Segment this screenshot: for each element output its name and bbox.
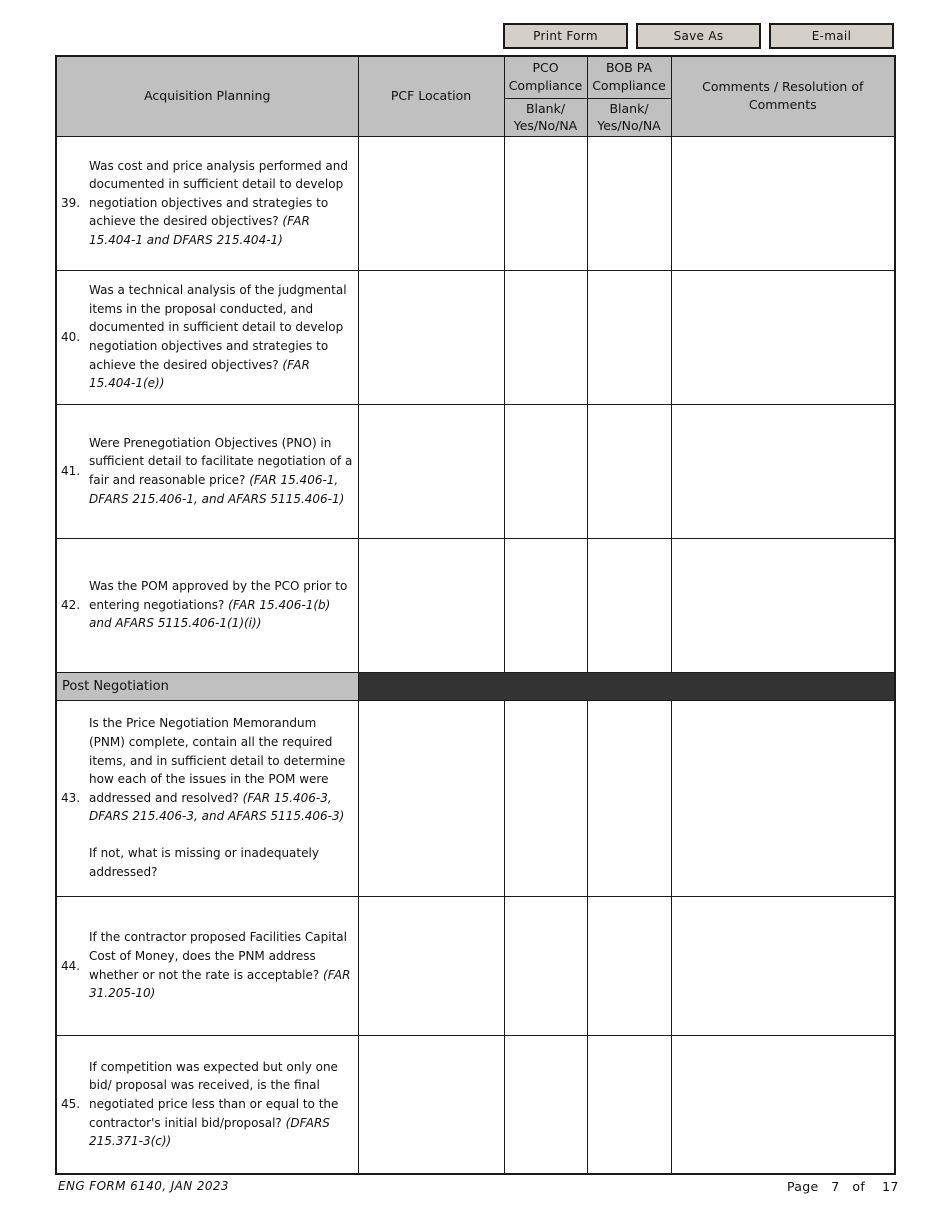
question-text: If competition was expected but only one bid/ proposal was received, is the final negotiated price less than or equal to the contractor's initial bid/proposal? (89, 1059, 339, 1130)
question-cell (56, 270, 358, 404)
question-text-block (89, 157, 355, 250)
pco-compliance-field[interactable] (504, 1035, 587, 1174)
page-indicator (787, 1179, 899, 1194)
page-total: 17 (882, 1179, 899, 1194)
header-bob-pa-compliance: BOB PA Compliance (587, 56, 671, 98)
question-text: Was the POM approved by the PCO prior to entering negotiations? (89, 579, 348, 612)
question-row (56, 270, 895, 404)
page-label: Page (787, 1179, 819, 1194)
regulation-reference: (FAR 15.406-1(b) and AFARS 5115.406-1(1)(i)) (89, 597, 331, 631)
regulation-reference: (FAR 15.404-1 and DFARS 215.404-1) (89, 214, 310, 247)
bob-pa-compliance-field[interactable] (587, 1035, 671, 1174)
pcf-location-field[interactable] (358, 896, 504, 1035)
pco-compliance-field[interactable] (504, 270, 587, 404)
pcf-location-field[interactable] (358, 538, 504, 672)
pco-compliance-field[interactable] (504, 538, 587, 672)
checklist-table (55, 55, 896, 1175)
question-cell (56, 136, 358, 270)
question-cell (56, 1035, 358, 1174)
question-text: Is the Price Negotiation Memorandum (PNM) complete, contain all the required items, and in sufficient detail to determine how each of the issues in the POM were addressed and resolved? (89, 716, 346, 805)
regulation-reference: (FAR 15.406-1, DFARS 215.406-1, and AFARS 5115.406-1) (89, 473, 345, 506)
question-text: Was a technical analysis of the judgmental items in the proposal conducted, and documented in sufficient detail to develop negotiation objectives and strategies to achieve the desired objectives? (89, 283, 347, 372)
question-number: 39. (61, 196, 81, 210)
bob-pa-compliance-field[interactable] (587, 136, 671, 270)
question-text: Was cost and price analysis performed and documented in sufficient detail to develop negotiation objectives and strategies to achieve the desired objectives? (89, 158, 349, 229)
question-number: 40. (61, 330, 81, 344)
question-number: 45. (61, 1097, 81, 1112)
header-bob-options: Blank/ Yes/No/NA (587, 98, 671, 136)
pco-compliance-field[interactable] (504, 896, 587, 1035)
question-text-block (89, 434, 355, 508)
question-cell (56, 538, 358, 672)
regulation-reference: (FAR 15.404-1(e)) (89, 357, 310, 391)
question-number: 44. (61, 958, 81, 973)
question-number: 41. (61, 464, 81, 478)
pcf-location-field[interactable] (358, 270, 504, 404)
comments-field[interactable] (671, 404, 895, 538)
section-label: Post Negotiation (56, 672, 358, 700)
question-row (56, 700, 895, 896)
comments-field[interactable] (671, 896, 895, 1035)
header-pco-options: Blank/ Yes/No/NA (504, 98, 587, 136)
bob-pa-compliance-field[interactable] (587, 538, 671, 672)
question-number: 43. (61, 791, 81, 805)
bob-pa-compliance-field[interactable] (587, 896, 671, 1035)
bob-pa-compliance-field[interactable] (587, 270, 671, 404)
header-acquisition-planning: Acquisition Planning (56, 56, 358, 136)
comments-field[interactable] (671, 136, 895, 270)
question-number: 42. (61, 598, 81, 612)
pcf-location-field[interactable] (358, 136, 504, 270)
question-row (56, 404, 895, 538)
page-number: 7 (831, 1179, 840, 1194)
regulation-reference: (DFARS 215.371-3(c)) (89, 1115, 330, 1149)
print-form-button[interactable]: Print Form (503, 23, 628, 49)
question-row (56, 136, 895, 270)
regulation-reference: (FAR 15.406-3, DFARS 215.406-3, and AFARS 5115.406-3) (89, 790, 345, 824)
pcf-location-field[interactable] (358, 404, 504, 538)
question-row (56, 896, 895, 1035)
pco-compliance-field[interactable] (504, 136, 587, 270)
question-cell (56, 700, 358, 896)
header-pcf-location: PCF Location (358, 56, 504, 136)
question-row (56, 538, 895, 672)
question-cell (56, 896, 358, 1035)
bob-pa-compliance-field[interactable] (587, 404, 671, 538)
comments-field[interactable] (671, 700, 895, 896)
bob-pa-compliance-field[interactable] (587, 700, 671, 896)
question-followup: If not, what is missing or inadequately addressed? (89, 846, 319, 880)
question-text: Were Prenegotiation Objectives (PNO) in sufficient detail to facilitate negotiation of a fair and reasonable price? (89, 435, 353, 487)
pcf-location-field[interactable] (358, 700, 504, 896)
header-comments: Comments / Resolution of Comments (671, 56, 895, 136)
question-text-block (89, 928, 355, 1002)
section-shaded-bar (358, 672, 895, 700)
page-of-label: of (852, 1179, 866, 1194)
email-button[interactable]: E-mail (769, 23, 894, 49)
save-as-button[interactable]: Save As (636, 23, 761, 49)
question-text-block (89, 1058, 355, 1151)
comments-field[interactable] (671, 538, 895, 672)
pco-compliance-field[interactable] (504, 700, 587, 896)
pco-compliance-field[interactable] (504, 404, 587, 538)
form-identifier: ENG FORM 6140, JAN 2023 (58, 1179, 229, 1193)
pcf-location-field[interactable] (358, 1035, 504, 1174)
question-text-block (89, 281, 355, 393)
question-text-block (89, 577, 355, 633)
question-text: If the contractor proposed Facilities Capital Cost of Money, does the PNM address whether or not the rate is acceptable? (89, 930, 347, 982)
question-text-block (89, 714, 355, 881)
comments-field[interactable] (671, 1035, 895, 1174)
question-cell (56, 404, 358, 538)
section-row-post-negotiation (56, 672, 895, 700)
question-row (56, 1035, 895, 1174)
header-pco-compliance: PCO Compliance (504, 56, 587, 98)
comments-field[interactable] (671, 270, 895, 404)
regulation-reference: (FAR 31.205-10) (89, 967, 351, 1001)
